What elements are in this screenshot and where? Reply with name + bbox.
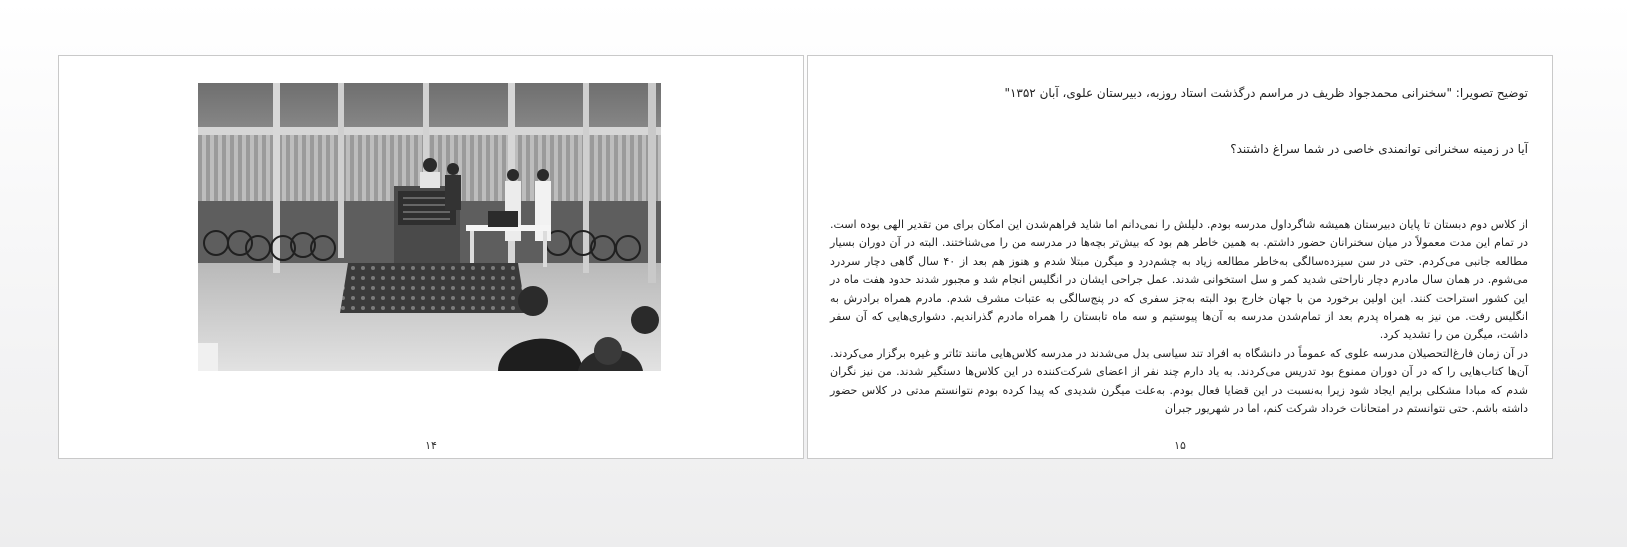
paragraph: در آن زمان فارغ‌التحصیلان مدرسه علوی که عموماً در دانشگاه به افراد تند سیاسی بدل می‌شدند در مدرسه کلاس‌هایی مانند تئاتر و غیره برگزار می‌کردند. آن‌ها کتاب‌هایی را که در آن دوران ممنوع بود تدریس می‌کردند. به یاد دارم چند نفر از اعضای شرکت‌کننده در این کلاس‌ها دستگیر شدند. من نیز نگران شدم که مبادا مشکلی برایم ایجاد شود زیرا به‌نسبت در این قضایا فعال بودم. به‌علت میگرن شدیدی که پیدا کرده بودم نتوانستم مدتی در کلاس حضور داشته باشم. حتی نتوانستم در امتحانات خرداد شرکت کنم، اما در شهریور جبران (830, 346, 1528, 416)
page-number: ۱۴ (425, 439, 437, 452)
left-page (58, 55, 804, 459)
interview-question: آیا در زمینه سخنرانی توانمندی خاصی در شما سراغ داشتند؟ (1230, 142, 1528, 156)
speech-photo (198, 83, 661, 371)
photo-caption: توضیح تصویرا: "سخنرانی محمدجواد ظریف در مراسم درگذشت استاد روزبه، دبیرستان علوی، آبان ۱۳۵۲" (1004, 86, 1528, 100)
body-text (830, 216, 1528, 418)
page-number: ۱۵ (1174, 439, 1186, 452)
paragraph: از کلاس دوم دبستان تا پایان دبیرستان همیشه شاگرداول مدرسه بودم. دلیلش را نمی‌دانم اما شاید فراهم‌شدن این امکان برای من تقدیر الهی بوده است. در تمام این مدت معمولاً در میان سخنرانان حضور داشتم. به همین خاطر هم بود که بیش‌تر بچه‌ها در مدرسه من را می‌شناختند. البته در آن دوران بسیار مطالعه جانبی می‌کردم. حتی در سن سیزده‌سالگی به‌خاطر مطالعه زیاد به چشم‌درد و میگرن مبتلا شدم و هنوز هم بعد از ۴۰ سال گاهی دچار سردرد می‌شوم. در همان سال مادرم دچار ناراحتی شدید کمر و سل استخوانی شدند. عمل جراحی ایشان در انگلیس انجام شد و مجبور شدند حدود هفت ماه در این کشور استراحت کنند. این اولین برخورد من با جهان خارج بود البته به‌جز سفری که در پنج‌سالگی به عتبات مشرف شدم. مادرم همراه برادرش به انگلیس رفت. من نیز به همراه پدرم بعد از تمام‌شدن مدرسه به آن‌ها پیوستیم و سه ماه تابستان را همراه مادرم گذراندیم. دشواری‌هایی که آن سفر داشت، میگرن من را تشدید کرد. (830, 218, 1528, 342)
right-page (807, 55, 1553, 459)
